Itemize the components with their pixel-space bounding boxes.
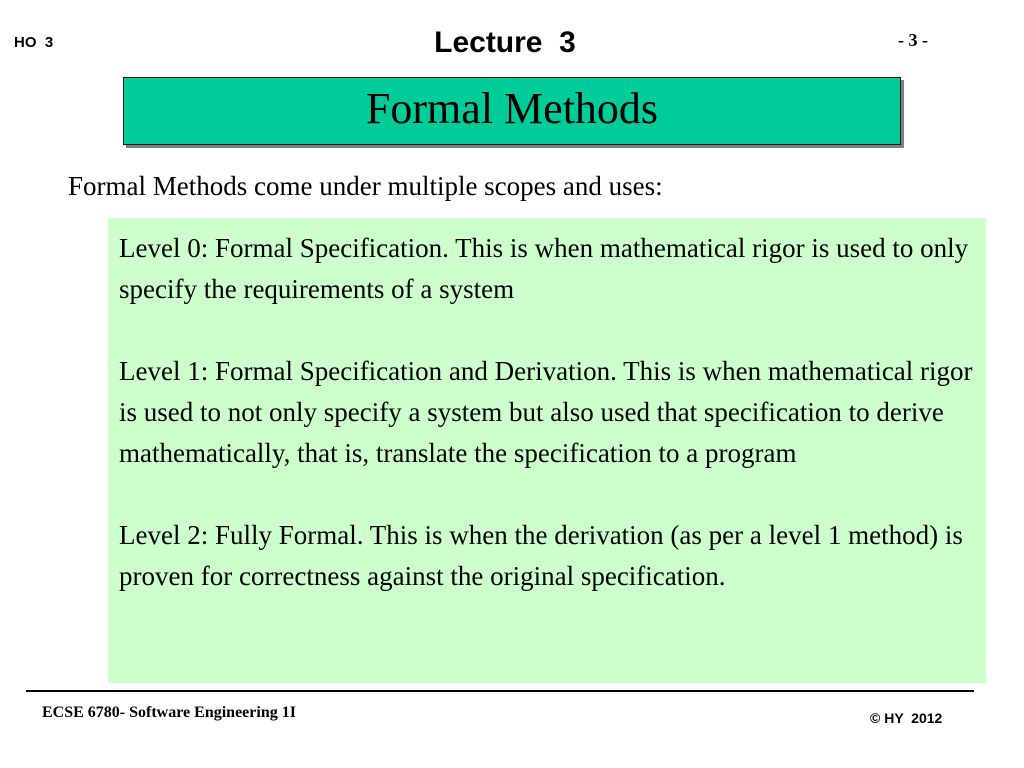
- copyright-notice: © HY 2012: [870, 710, 943, 726]
- level-2-text: Level 2: Fully Formal. This is when the derivation (as per a level 1 method) is proven for correctness against the original specification.: [119, 520, 963, 591]
- slide-title-box: [123, 77, 901, 145]
- level-0-text: Level 0: Formal Specification. This is when mathematical rigor is used to only specify the requirements of a system: [119, 233, 969, 304]
- handout-number: HO 3: [14, 34, 54, 51]
- intro-text: Formal Methods come under multiple scopes and uses:: [68, 171, 663, 201]
- lecture-heading: Lecture 3: [434, 26, 576, 59]
- level-1-text: Level 1: Formal Specification and Derivation. This is when mathematical rigor is used to not only specify a system but also used that specification to derive mathematically, that is, translate the specification to a program: [119, 356, 973, 468]
- levels-box: [108, 218, 986, 683]
- course-name: ECSE 6780- Software Engineering 1I: [42, 704, 296, 721]
- slide-title: Formal Methods: [365, 84, 659, 133]
- page-number: - 3 -: [898, 30, 928, 50]
- footer-divider: [26, 690, 974, 692]
